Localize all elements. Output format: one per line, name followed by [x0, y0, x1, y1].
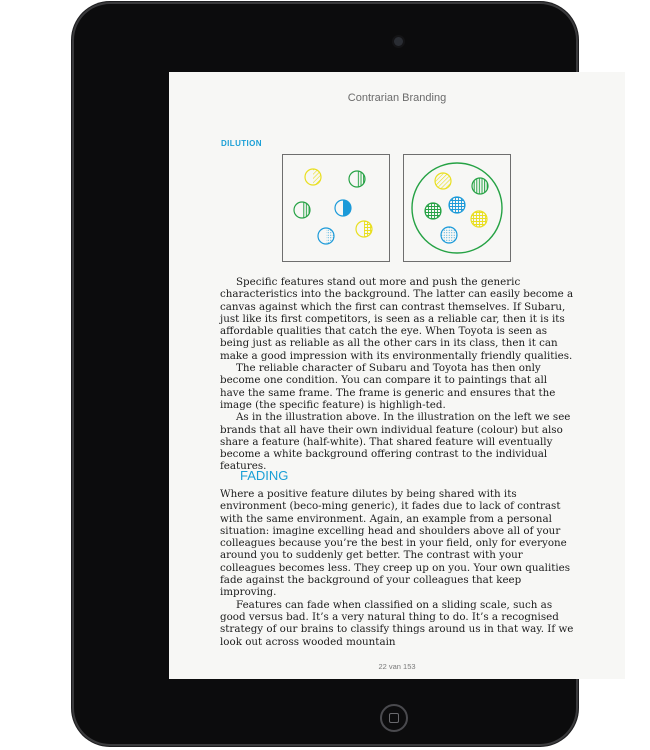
- paragraph: As in the illustration above. In the illustration on the left we see brands that all have their own individual feature (colour) but also share a feature (half-white). That shared feature will eventually become a white background offering contrast to the individual features.: [220, 411, 571, 473]
- green-half-circle: [294, 202, 310, 218]
- reader-screen[interactable]: [169, 72, 625, 679]
- yellow-circle: [435, 173, 451, 189]
- yellow-circle: [471, 211, 487, 227]
- paragraph: Features can fade when classified on a sliding scale, such as good versus bad. It’s a very natural thing to do. It’s a recognised strategy of our brains to classify things around us in that way. If we look out across wooded mountain: [220, 598, 574, 648]
- home-square-icon: [389, 713, 399, 723]
- dilution-body-text: [220, 276, 575, 473]
- green-half-circle: [349, 171, 365, 187]
- paragraph: Specific features stand out more and push the generic characteristics into the background. The latter can easily become a canvas against which the first can contrast themselves. If Subaru, just like its first competitors, is seen as a reliable car, then it is its affordable qualities that catch the eye. When Toyota is seen as being just as reliable as all the other cars in its class, then it can make a good impression with its environmentally friendly qualities.: [220, 276, 574, 362]
- blue-circle: [441, 227, 457, 243]
- yellow-half-circle: [356, 221, 372, 237]
- paragraph: Where a positive feature dilutes by being shared with its environment (beco-ming generic), it fades due to lack of contrast with the same environment. Again, an example from a personal situation: imagine excelling head and shoulders above all of your colleagues because you’re the best in your field, only for everyone around you to suddenly get better. The contrast with your colleagues becomes less. They creep up on you. Your own qualities fade against the background of your colleagues that keep improving.: [220, 488, 571, 599]
- green-circle: [425, 203, 441, 219]
- yellow-half-circle: [305, 169, 321, 185]
- circles-in-shared-frame-illustration: [403, 154, 511, 262]
- separate-circles-illustration: [282, 154, 390, 262]
- heading-fading: FADING: [240, 468, 289, 483]
- blue-half-circle: [318, 228, 334, 244]
- fading-body-text: [220, 488, 575, 648]
- home-button[interactable]: [380, 704, 408, 732]
- camera-icon: [394, 37, 403, 46]
- page-indicator: 22 van 153: [378, 662, 416, 671]
- blue-circle: [449, 197, 465, 213]
- green-circle: [472, 178, 488, 194]
- blue-half-circle: [335, 200, 351, 216]
- tablet-device: [72, 2, 578, 746]
- paragraph: The reliable character of Subaru and Toyota has then only become one condition. You can compare it to paintings that all have the same frame. The frame is generic and ensures that the image (the specific feature) is highligh-ted.: [220, 362, 556, 411]
- section-label-dilution: DILUTION: [221, 139, 262, 148]
- book-title: Contrarian Branding: [347, 92, 447, 104]
